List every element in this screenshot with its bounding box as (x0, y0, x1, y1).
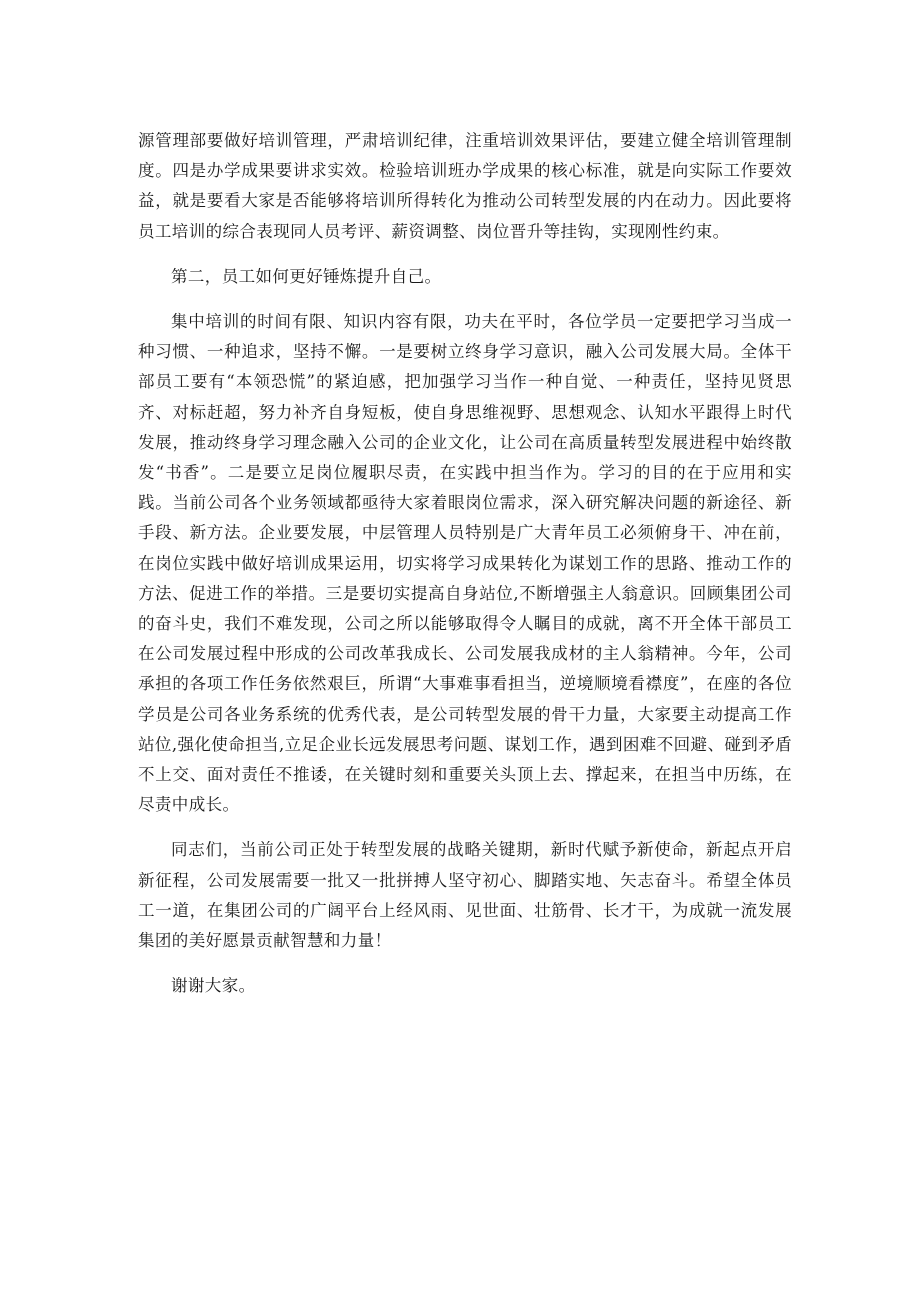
paragraph-continuation: 源管理部要做好培训管理，严肃培训纪律，注重培训效果评估，要建立健全培训管理制度。四是办学成果要讲求实效。检验培训班办学成果的核心标准，就是向实际工作要效益，就是要看大家是否能够将培训所得转化为推动公司转型发展的内在动力。因此要将员工培训的综合表现同人员考评、薪资调整、岗位晋升等挂钩，实现刚性约束。 (138, 131, 792, 241)
section-heading-second: 第二，员工如何更好锤炼提升自己。 (171, 266, 442, 286)
paragraph-self-improvement: 集中培训的时间有限、知识内容有限，功夫在平时，各位学员一定要把学习当成一种习惯、一种追求，坚持不懈。一是要树立终身学习意识，融入公司发展大局。全体干部员工要有“本领恐慌”的紧迫感，把加强学习当作一种自觉、一种责任，坚持见贤思齐、对标赶超，努力补齐自身短板，使自身思维视野、思想观念、认知水平跟得上时代发展，推动终身学习理念融入公司的企业文化，让公司在高质量转型发展进程中始终散发“书香”。二是要立足岗位履职尽责，在实践中担当作为。学习的目的在于应用和实践。当前公司各个业务领域都亟待大家着眼岗位需求，深入研究解决问题的新途径、新手段、新方法。企业要发展，中层管理人员特别是广大青年员工必须俯身干、冲在前，在岗位实践中做好培训成果运用，切实将学习成果转化为谋划工作的思路、推动工作的方法、促进工作的举措。三是要切实提高自身站位,不断增强主人翁意识。回顾集团公司的奋斗史，我们不难发现，公司之所以能够取得令人瞩目的成就，离不开全体干部员工在公司发展过程中形成的公司改革我成长、公司发展我成材的主人翁精神。今年，公司承担的各项工作任务依然艰巨，所谓“大事难事看担当，逆境顺境看襟度”，在座的各位学员是公司各业务系统的优秀代表，是公司转型发展的骨干力量，大家要主动提高工作站位,强化使命担当,立足企业长远发展思考问题、谋划工作，遇到困难不回避、碰到矛盾不上交、面对责任不推诿，在关键时刻和重要关头顶上去、撑起来，在担当中历练，在尽责中成长。 (138, 312, 792, 815)
paragraph-thanks: 谢谢大家。 (171, 976, 256, 996)
paragraph-closing-remarks: 同志们，当前公司正处于转型发展的战略关键期，新时代赋予新使命，新起点开启新征程，公司发展需要一批又一批拼搏人坚守初心、脚踏实地、矢志奋斗。希望全体员工一道，在集团公司的广阔平台上经风雨、见世面、壮筋骨、长才干，为成就一流发展集团的美好愿景贡献智慧和力量！ (138, 840, 792, 951)
document-body (138, 126, 792, 1016)
